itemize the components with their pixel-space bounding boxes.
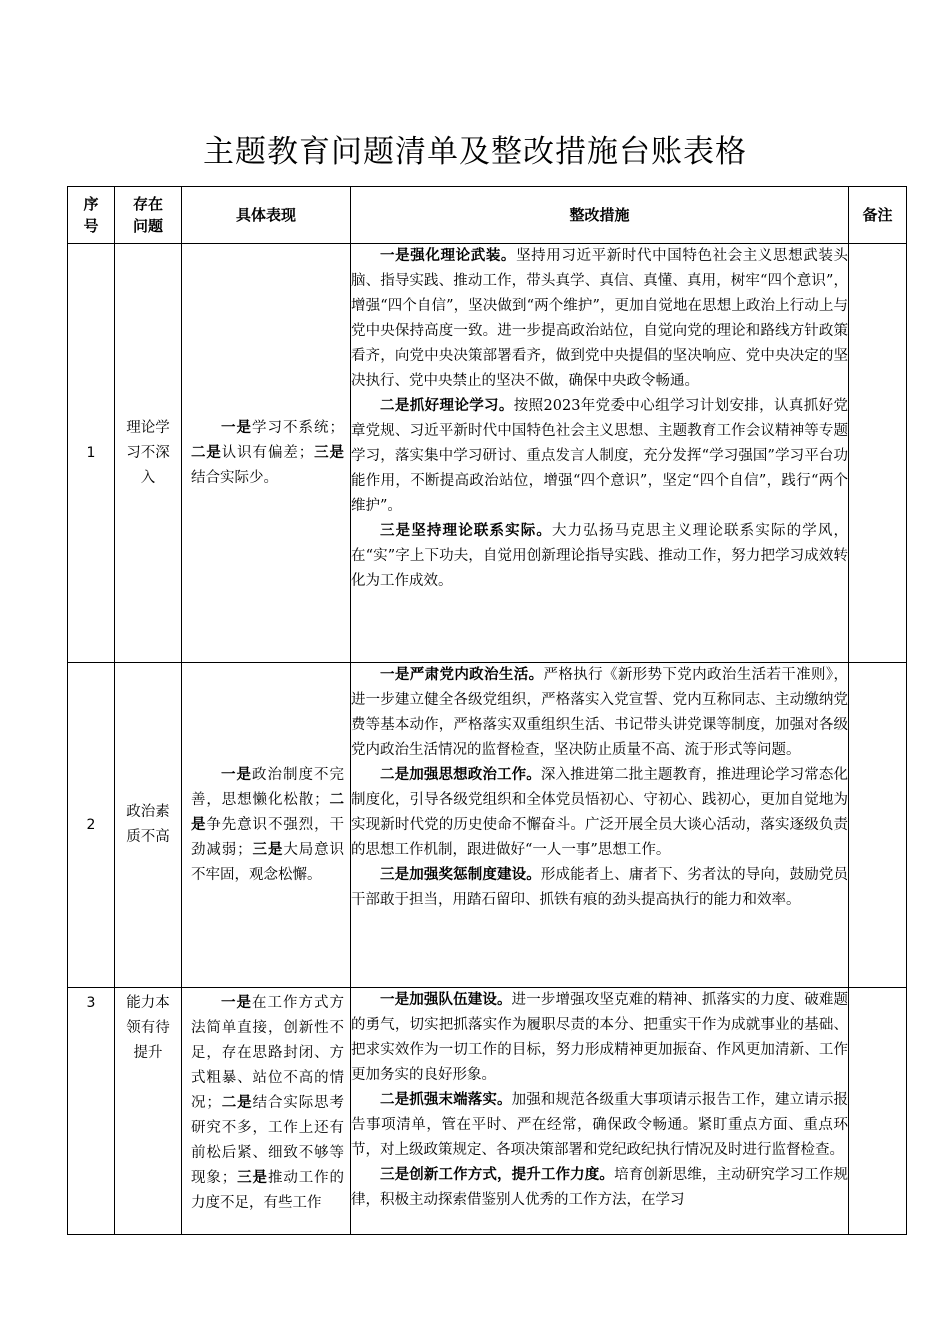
header-measures: 整改措施: [351, 187, 849, 244]
row-remark: [849, 663, 907, 988]
row-detail: 一是在工作方式方法简单直接，创新性不足，存在思路封闭、方式粗暴、站位不高的情况；二是结合实际思考研究不多，工作上还有前松后紧、细致不够等现象；三是推动工作的力度不足，有些工作: [182, 988, 351, 1235]
row-remark: [849, 244, 907, 663]
table-row: [68, 988, 907, 1235]
measure-item: 二是加强思想政治工作。深入推进第二批主题教育，推进理论学习常态化制度化，引导各级党组织和全体党员悟初心、守初心、践初心，更加自觉地为实现新时代党的历史使命不懈奋斗。广泛开展全员大谈心活动，落实逐级负责的思想工作机制，跟进做好“一人一事”思想工作。: [351, 767, 849, 858]
row-remark: [849, 988, 907, 1235]
measure-item: 一是加强队伍建设。进一步增强攻坚克难的精神、抓落实的力度、破难题的勇气，切实把抓落实作为履职尽责的本分、把重实干作为成就事业的基础、把求实效作为一切工作的目标，努力形成精神更加振奋、作风更加清新、工作更加务实的良好形象。: [351, 992, 848, 1083]
row-seq: 3: [68, 988, 115, 1235]
table-row: [68, 663, 907, 988]
table-header-row: [68, 187, 907, 244]
measure-item: 三是加强奖惩制度建设。形成能者上、庸者下、劣者汰的导向，鼓励党员干部敢于担当，用踏石留印、抓铁有痕的劲头提高执行的能力和效率。: [351, 867, 849, 908]
page-title: 主题教育问题清单及整改措施台账表格: [203, 134, 747, 170]
row-issue: 理论学习不深入: [115, 244, 182, 663]
ledger-table: [67, 186, 907, 1235]
table-row: [68, 244, 907, 663]
row-issue: 政治素质不高: [115, 663, 182, 988]
row-seq: 2: [68, 663, 115, 988]
header-remark: 备注: [849, 187, 907, 244]
header-issue: 存在问题: [115, 187, 182, 244]
header-seq: 序号: [68, 187, 115, 244]
header-detail: 具体表现: [182, 187, 351, 244]
row-seq: 1: [68, 244, 115, 663]
measure-item: 二是抓强末端落实。加强和规范各级重大事项请示报告工作，建立请示报告事项清单，管在平时、严在经常，确保政令畅通。紧盯重点方面、重点环节，对上级政策规定、各项决策部署和党纪政纪执行情况及时进行监督检查。: [351, 1092, 848, 1158]
row-issue: 能力本领有待提升: [115, 988, 182, 1235]
row-detail: 一是学习不系统；二是认识有偏差；三是结合实际少。: [182, 244, 351, 663]
measure-item: 三是坚持理论联系实际。大力弘扬马克思主义理论联系实际的学风，在“实”字上下功夫，自觉用创新理论指导实践、推动工作，努力把学习成效转化为工作成效。: [351, 523, 849, 589]
measure-item: 一是强化理论武装。坚持用习近平新时代中国特色社会主义思想武装头脑、指导实践、推动工作，带头真学、真信、真懂、真用，树牢“四个意识”，增强“四个自信”，坚决做到“两个维护”，更加自觉地在思想上政治上行动上与党中央保持高度一致。进一步提高政治站位，自觉向党的理论和路线方针政策看齐，向党中央决策部署看齐，做到党中央提倡的坚决响应、党中央决定的坚决执行、党中央禁止的坚决不做，确保中央政令畅通。: [351, 248, 849, 389]
measure-item: 三是创新工作方式，提升工作力度。培育创新思维，主动研究学习工作规律，积极主动探索借鉴别人优秀的工作方法，在学习: [351, 1167, 848, 1208]
row-measures: [351, 663, 849, 988]
measure-item: 一是严肃党内政治生活。严格执行《新形势下党内政治生活若干准则》，进一步建立健全各级党组织，严格落实入党宣誓、党内互称同志、主动缴纳党费等基本动作，严格落实双重组织生活、书记带头讲党课等制度，加强对各级党内政治生活情况的监督检查，坚决防止质量不高、流于形式等问题。: [351, 667, 849, 758]
row-detail: 一是政治制度不完善，思想懒化松散；二是争先意识不强烈，干劲减弱；三是大局意识不牢固，观念松懈。: [182, 663, 351, 988]
row-measures: [351, 244, 849, 663]
measure-item: 二是抓好理论学习。按照2023年党委中心组学习计划安排，认真抓好党章党规、习近平新时代中国特色社会主义思想、主题教育工作会议精神等专题学习，落实集中学习研讨、重点发言人制度，充分发挥“学习强国”学习平台功能作用，不断提高政治站位，增强“四个意识”，坚定“四个自信”，践行“两个维护”。: [351, 398, 849, 514]
row-measures: [351, 988, 849, 1235]
